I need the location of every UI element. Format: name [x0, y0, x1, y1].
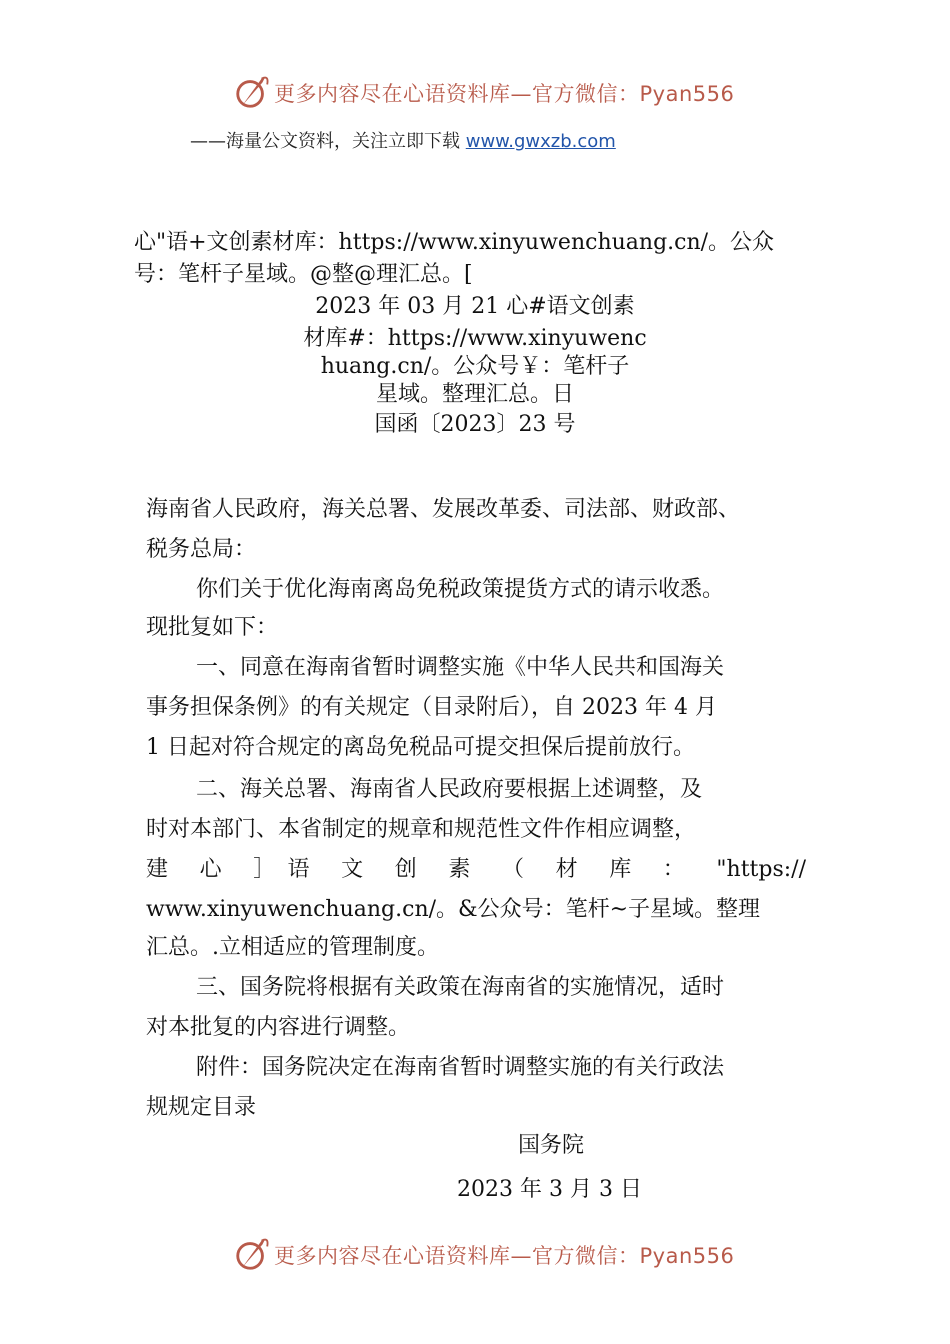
quill-logo-icon — [233, 73, 271, 111]
recipients-line-2: 税务总局： — [146, 537, 257, 562]
paragraph-1-line-1: 你们关于优化海南离岛免税政策提货方式的请示收悉。 — [196, 577, 725, 602]
paragraph-2-line-2: 事务担保条例》的有关规定（目录附后），自 2023 年 4 月 — [146, 695, 717, 720]
attachment-line-2: 规规定目录 — [146, 1095, 257, 1120]
banner-text: 更多内容尽在心语资料库—官方微信：Pyan556 — [274, 1244, 735, 1268]
quill-logo-icon — [233, 1235, 271, 1273]
header-line-6: 星域。整理汇总。日 — [375, 382, 574, 407]
header-line-5: huang.cn/。公众号￥：笔杆子 — [320, 354, 630, 379]
paragraph-3-line-4: www.xinyuwenchuang.cn/。&公众号：笔杆~子星域。整理 — [146, 897, 761, 922]
paragraph-3-line-5: 汇总。.立相适应的管理制度。 — [146, 935, 439, 960]
header-line-1: 心"语+文创素材库：https://www.xinyuwenchuang.cn/。公众 — [134, 230, 775, 255]
doc-number: 国函〔2023〕23 号 — [374, 412, 576, 437]
top-watermark-banner — [0, 70, 950, 114]
banner-text: 更多内容尽在心语资料库—官方微信：Pyan556 — [274, 82, 735, 106]
header-date-line: 2023 年 03 月 21 心#语文创素 — [315, 294, 635, 319]
recipients-line-1: 海南省人民政府，海关总署、发展改革委、司法部、财政部、 — [146, 497, 741, 522]
paragraph-2-line-1: 一、同意在海南省暂时调整实施《中华人民共和国海关 — [196, 655, 725, 680]
paragraph-3-line-3: 建 心 ］语 文 创 素 （ 材 库 ： "https:// — [146, 857, 806, 882]
paragraph-3-line-1: 二、海关总署、海南省人民政府要根据上述调整，及 — [196, 777, 703, 802]
signature: 国务院 — [518, 1133, 585, 1158]
paragraph-4-line-1: 三、国务院将根据有关政策在海南省的实施情况，适时 — [196, 975, 725, 1000]
header-line-4: 材库#：https://www.xinyuwenc — [303, 326, 647, 351]
bottom-watermark-banner — [0, 1232, 950, 1276]
subheader-prefix: ——海量公文资料，关注立即下载 — [190, 131, 466, 152]
paragraph-3-line-2: 时对本部门、本省制定的规章和规范性文件作相应调整， — [146, 817, 697, 842]
header-line-2: 号：笔杆子星域。@整@理汇总。[ — [134, 262, 473, 287]
subheader — [190, 127, 616, 153]
download-link[interactable]: www.gwxzb.com — [465, 131, 616, 152]
paragraph-2-line-3: 1 日起对符合规定的离岛免税品可提交担保后提前放行。 — [146, 735, 695, 760]
paragraph-4-line-2: 对本批复的内容进行调整。 — [146, 1015, 411, 1040]
paragraph-1-line-2: 现批复如下： — [146, 615, 279, 640]
signature-date: 2023 年 3 月 3 日 — [457, 1177, 642, 1202]
attachment-line-1: 附件：国务院决定在海南省暂时调整实施的有关行政法 — [196, 1055, 725, 1080]
